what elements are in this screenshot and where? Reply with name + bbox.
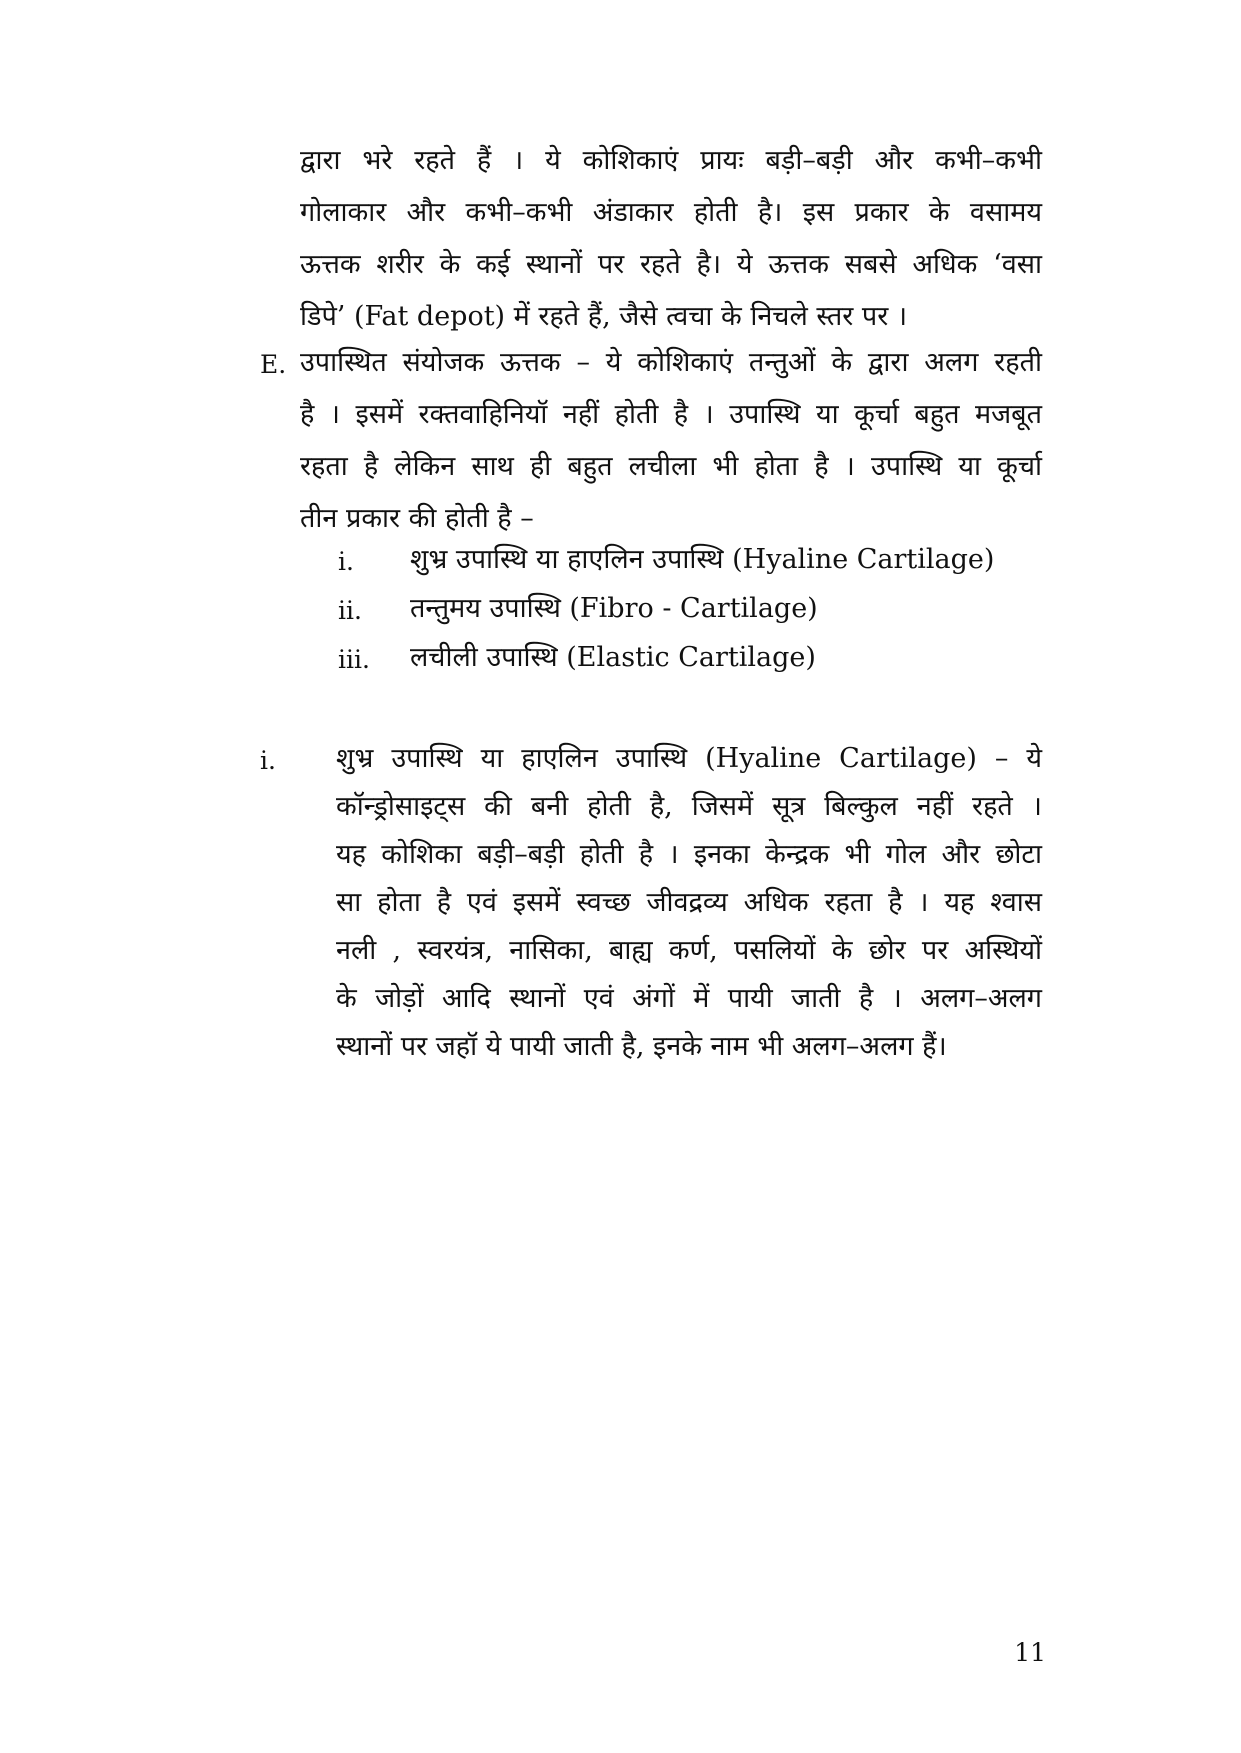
section-e-line-1: उपास्थित संयोजक ऊत्तक – ये कोशिकाएं तन्तुओं के द्वारा अलग रहती <box>300 347 1042 378</box>
section-e-line-4: तीन प्रकार की होती है – <box>300 503 534 534</box>
section-i-line-6: के जोड़ों आदि स्थानों एवं अंगों में पायी जाती है । अलग–अलग <box>336 983 1042 1014</box>
section-i-line-3: यह कोशिका बड़ी–बड़ी होती है । इनका केन्द्रक भी गोल और छोटा <box>336 839 1042 870</box>
section-i-line-7: स्थानों पर जहॉ ये पायी जाती है, इनके नाम भी अलग–अलग हैं। <box>336 1031 947 1062</box>
list-item-1-text: शुभ्र उपास्थि या हाएलिन उपास्थि (Hyaline Cartilage) <box>410 544 995 575</box>
list-item-1-marker: i. <box>338 547 354 576</box>
section-i-marker: i. <box>260 746 276 775</box>
section-e-marker: E. <box>260 350 287 379</box>
continuation-line-1: द्वारा भरे रहते हैं । ये कोशिकाएं प्रायः बड़ी–बड़ी और कभी–कभी <box>300 145 1042 176</box>
section-i-line-4: सा होता है एवं इसमें स्वच्छ जीवद्रव्य अधिक रहता है । यह श्वास <box>336 887 1042 918</box>
section-i-line-2: कॉन्ड्रोसाइट्स की बनी होती है, जिसमें सूत्र बिल्कुल नहीं रहते । <box>336 791 1042 822</box>
continuation-line-3: ऊत्तक शरीर के कई स्थानों पर रहते है। ये ऊत्तक सबसे अधिक ‘वसा <box>300 249 1042 280</box>
continuation-line-2: गोलाकार और कभी–कभी अंडाकार होती है। इस प्रकार के वसामय <box>300 197 1042 228</box>
page-number: 11 <box>1014 1638 1046 1667</box>
section-e-line-2: है । इसमें रक्तवाहिनियॉ नहीं होती है । उपास्थि या कूर्चा बहुत मजबूत <box>300 399 1042 430</box>
continuation-line-4: डिपे’ (Fat depot) में रहते हैं, जैसे त्वचा के निचले स्तर पर । <box>300 301 908 332</box>
list-item-3-text: लचीली उपास्थि (Elastic Cartilage) <box>410 642 816 673</box>
section-e-line-3: रहता है लेकिन साथ ही बहुत लचीला भी होता है । उपास्थि या कूर्चा <box>300 451 1042 482</box>
section-i-line-5: नली , स्वरयंत्र, नासिका, बाह्य कर्ण, पसलियों के छोर पर अस्थियों <box>336 935 1042 966</box>
list-item-2-text: तन्तुमय उपास्थि (Fibro - Cartilage) <box>410 593 818 624</box>
list-item-2-marker: ii. <box>338 596 362 625</box>
list-item-3-marker: iii. <box>338 645 370 674</box>
section-i-line-1: शुभ्र उपास्थि या हाएलिन उपास्थि (Hyaline Cartilage) – ये <box>336 743 1042 774</box>
